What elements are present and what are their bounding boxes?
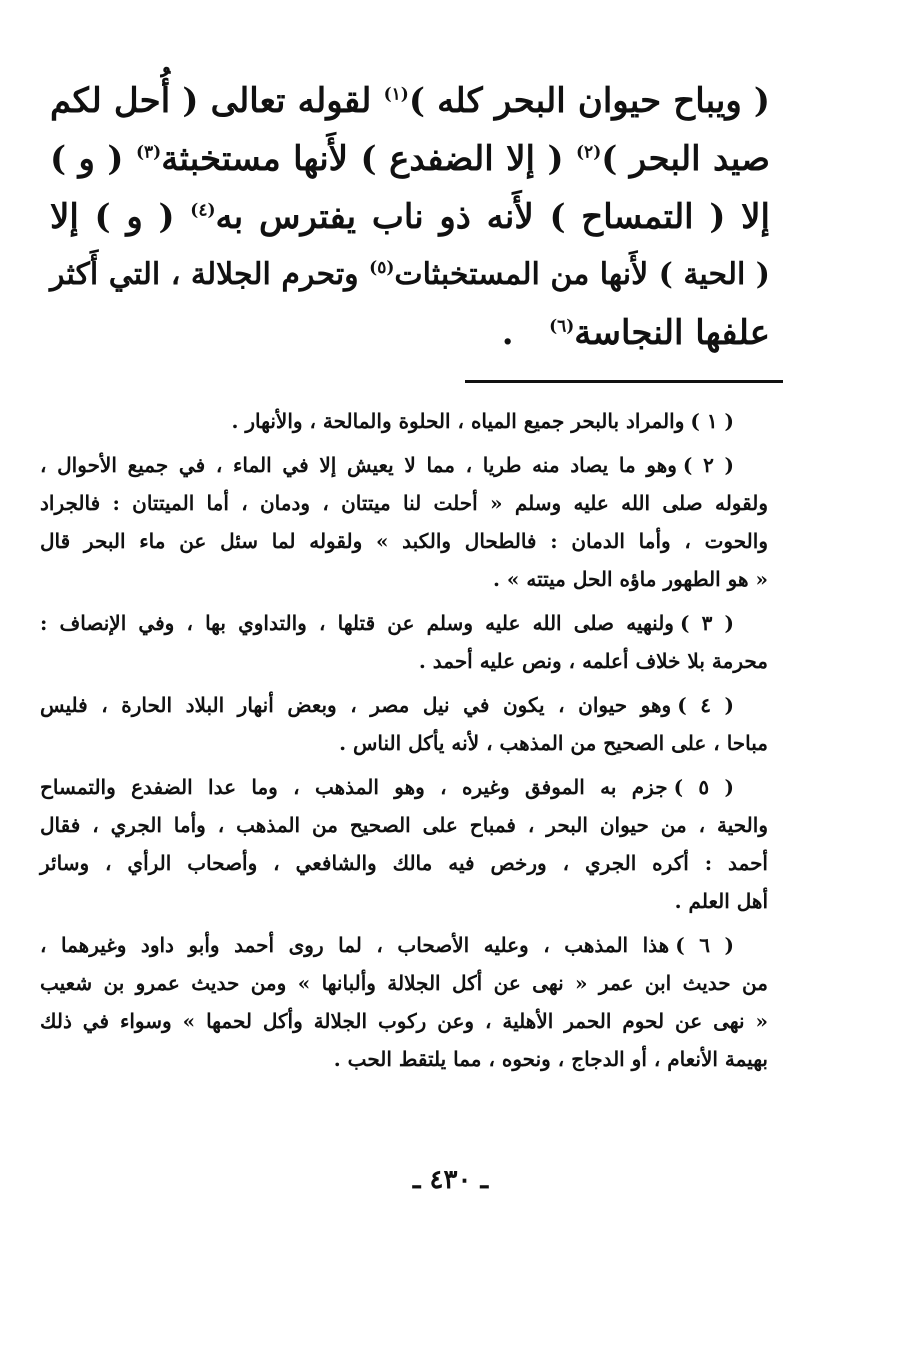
footnote-2 bbox=[40, 446, 768, 598]
footnote-1 bbox=[40, 402, 768, 440]
footnote-number: ( ٣ ) bbox=[679, 611, 734, 635]
footnote-6 bbox=[40, 926, 768, 1078]
page-number: ـ ٤٣٠ ـ bbox=[412, 1165, 489, 1195]
footnote-number: ( ٦ ) bbox=[675, 933, 734, 957]
main-text-segment: إلا ( التمساح ) لأَنه ذو ناب يفترس به bbox=[215, 197, 770, 237]
footnote-line: محرمة بلا خلاف أعلمه ، ونص عليه أحمد . bbox=[418, 649, 768, 673]
footnote-ref-5: (٥) bbox=[369, 258, 395, 278]
footnote-ref-6: (٦) bbox=[549, 316, 575, 337]
footnote-line: أهل العلم . bbox=[674, 889, 768, 913]
footnote-text: والمراد بالبحر جميع المياه ، الحلوة والمالحة ، والأنهار . bbox=[231, 409, 685, 433]
footnote-text: ولنهيه صلى الله عليه وسلم عن قتلها ، والتداوي بها ، وفي الإنصاف : bbox=[40, 611, 674, 635]
footnote-line: والحوت ، وأما الدمان : فالطحال والكبد » ولقوله لما سئل عن ماء البحر قال bbox=[40, 529, 768, 553]
main-text-segment: . bbox=[501, 313, 514, 353]
footnote-line bbox=[40, 768, 768, 806]
footnote-separator bbox=[465, 380, 783, 383]
footnote-text: وهو حيوان ، يكون في نيل مصر ، وبعض أنهار البلاد الحارة ، فليس bbox=[40, 693, 672, 717]
footnote-line bbox=[40, 604, 768, 642]
footnote-line bbox=[40, 402, 768, 440]
footnote-3 bbox=[40, 604, 768, 680]
footnote-line bbox=[40, 686, 768, 724]
main-text-segment: ( إلا الضفدع ) لأَنها مستخبثة bbox=[161, 139, 564, 179]
footnote-ref-2: (٢) bbox=[576, 142, 602, 163]
footnote-line: « هو الطهور ماؤه الحل ميتته » . bbox=[492, 567, 768, 591]
main-text-segment: ( و ) إلا bbox=[50, 197, 175, 237]
main-text-segment: وتحرم الجلالة ، التي أَكثر bbox=[50, 257, 359, 292]
footnote-text: وهو ما يصاد منه طريا ، مما لا يعيش إلا في الماء ، في جميع الأحوال ، bbox=[40, 453, 677, 477]
footnote-line bbox=[40, 926, 768, 964]
footnotes bbox=[40, 402, 768, 1084]
main-text-segment: لقوله تعالى ( أُحل لكم bbox=[50, 81, 372, 121]
footnote-line: من حديث ابن عمر « نهى عن أكل الجلالة وألبانها » ومن حديث عمرو بن شعيب bbox=[40, 971, 768, 995]
main-line-5 bbox=[50, 304, 770, 362]
main-text-segment: ( الحية ) لأَنها من المستخبثات bbox=[394, 257, 770, 292]
footnote-number: ( ٥ ) bbox=[673, 775, 734, 799]
footnote-number: ( ٤ ) bbox=[677, 693, 734, 717]
main-text-segment: ( ويباح حيوان البحر كله ) bbox=[408, 81, 770, 121]
main-text bbox=[50, 72, 770, 362]
footnote-ref-1: (١) bbox=[383, 84, 409, 105]
footnote-ref-4: (٤) bbox=[190, 200, 216, 221]
main-line-2 bbox=[50, 130, 770, 188]
footnote-4 bbox=[40, 686, 768, 762]
footnote-number: ( ١ ) bbox=[690, 409, 734, 433]
main-line-1 bbox=[50, 72, 770, 130]
main-text-segment: صيد البحر ) bbox=[601, 139, 770, 179]
main-text-segment: علفها النجاسة bbox=[574, 313, 770, 353]
footnote-line: ولقوله صلى الله عليه وسلم « أحلت لنا ميتتان ، ودمان ، أما الميتتان : فالجراد bbox=[40, 491, 768, 515]
footnote-text: جزم به الموفق وغيره ، وهو المذهب ، وما عدا الضفدع والتمساح bbox=[40, 775, 668, 799]
footnote-5 bbox=[40, 768, 768, 920]
footnote-line bbox=[40, 446, 768, 484]
footnote-text: هذا المذهب ، وعليه الأصحاب ، لما روى أحمد وأبو داود وغيرهما ، bbox=[40, 933, 670, 957]
footnote-line: والحية ، من حيوان البحر ، فمباح على الصحيح من المذهب ، وأما الجري ، فقال bbox=[40, 813, 768, 837]
footnote-ref-3: (٣) bbox=[135, 142, 162, 163]
footnote-line: بهيمة الأنعام ، أو الدجاج ، ونحوه ، مما يلتقط الحب . bbox=[333, 1047, 768, 1071]
main-line-4 bbox=[50, 246, 770, 304]
footnote-line: « نهى عن لحوم الحمر الأهلية ، وعن ركوب الجلالة وأكل لحمها » وسواء في ذلك bbox=[40, 1009, 768, 1033]
footnote-line: أحمد : أكره الجري ، ورخص فيه مالك والشافعي ، وأصحاب الرأي ، وسائر bbox=[40, 851, 768, 875]
main-line-3 bbox=[50, 188, 770, 246]
footnote-line: مباحا ، على الصحيح من المذهب ، لأنه يأكل الناس . bbox=[339, 731, 768, 755]
footnote-number: ( ٢ ) bbox=[682, 453, 734, 477]
main-text-segment: ( و ) bbox=[50, 139, 124, 179]
